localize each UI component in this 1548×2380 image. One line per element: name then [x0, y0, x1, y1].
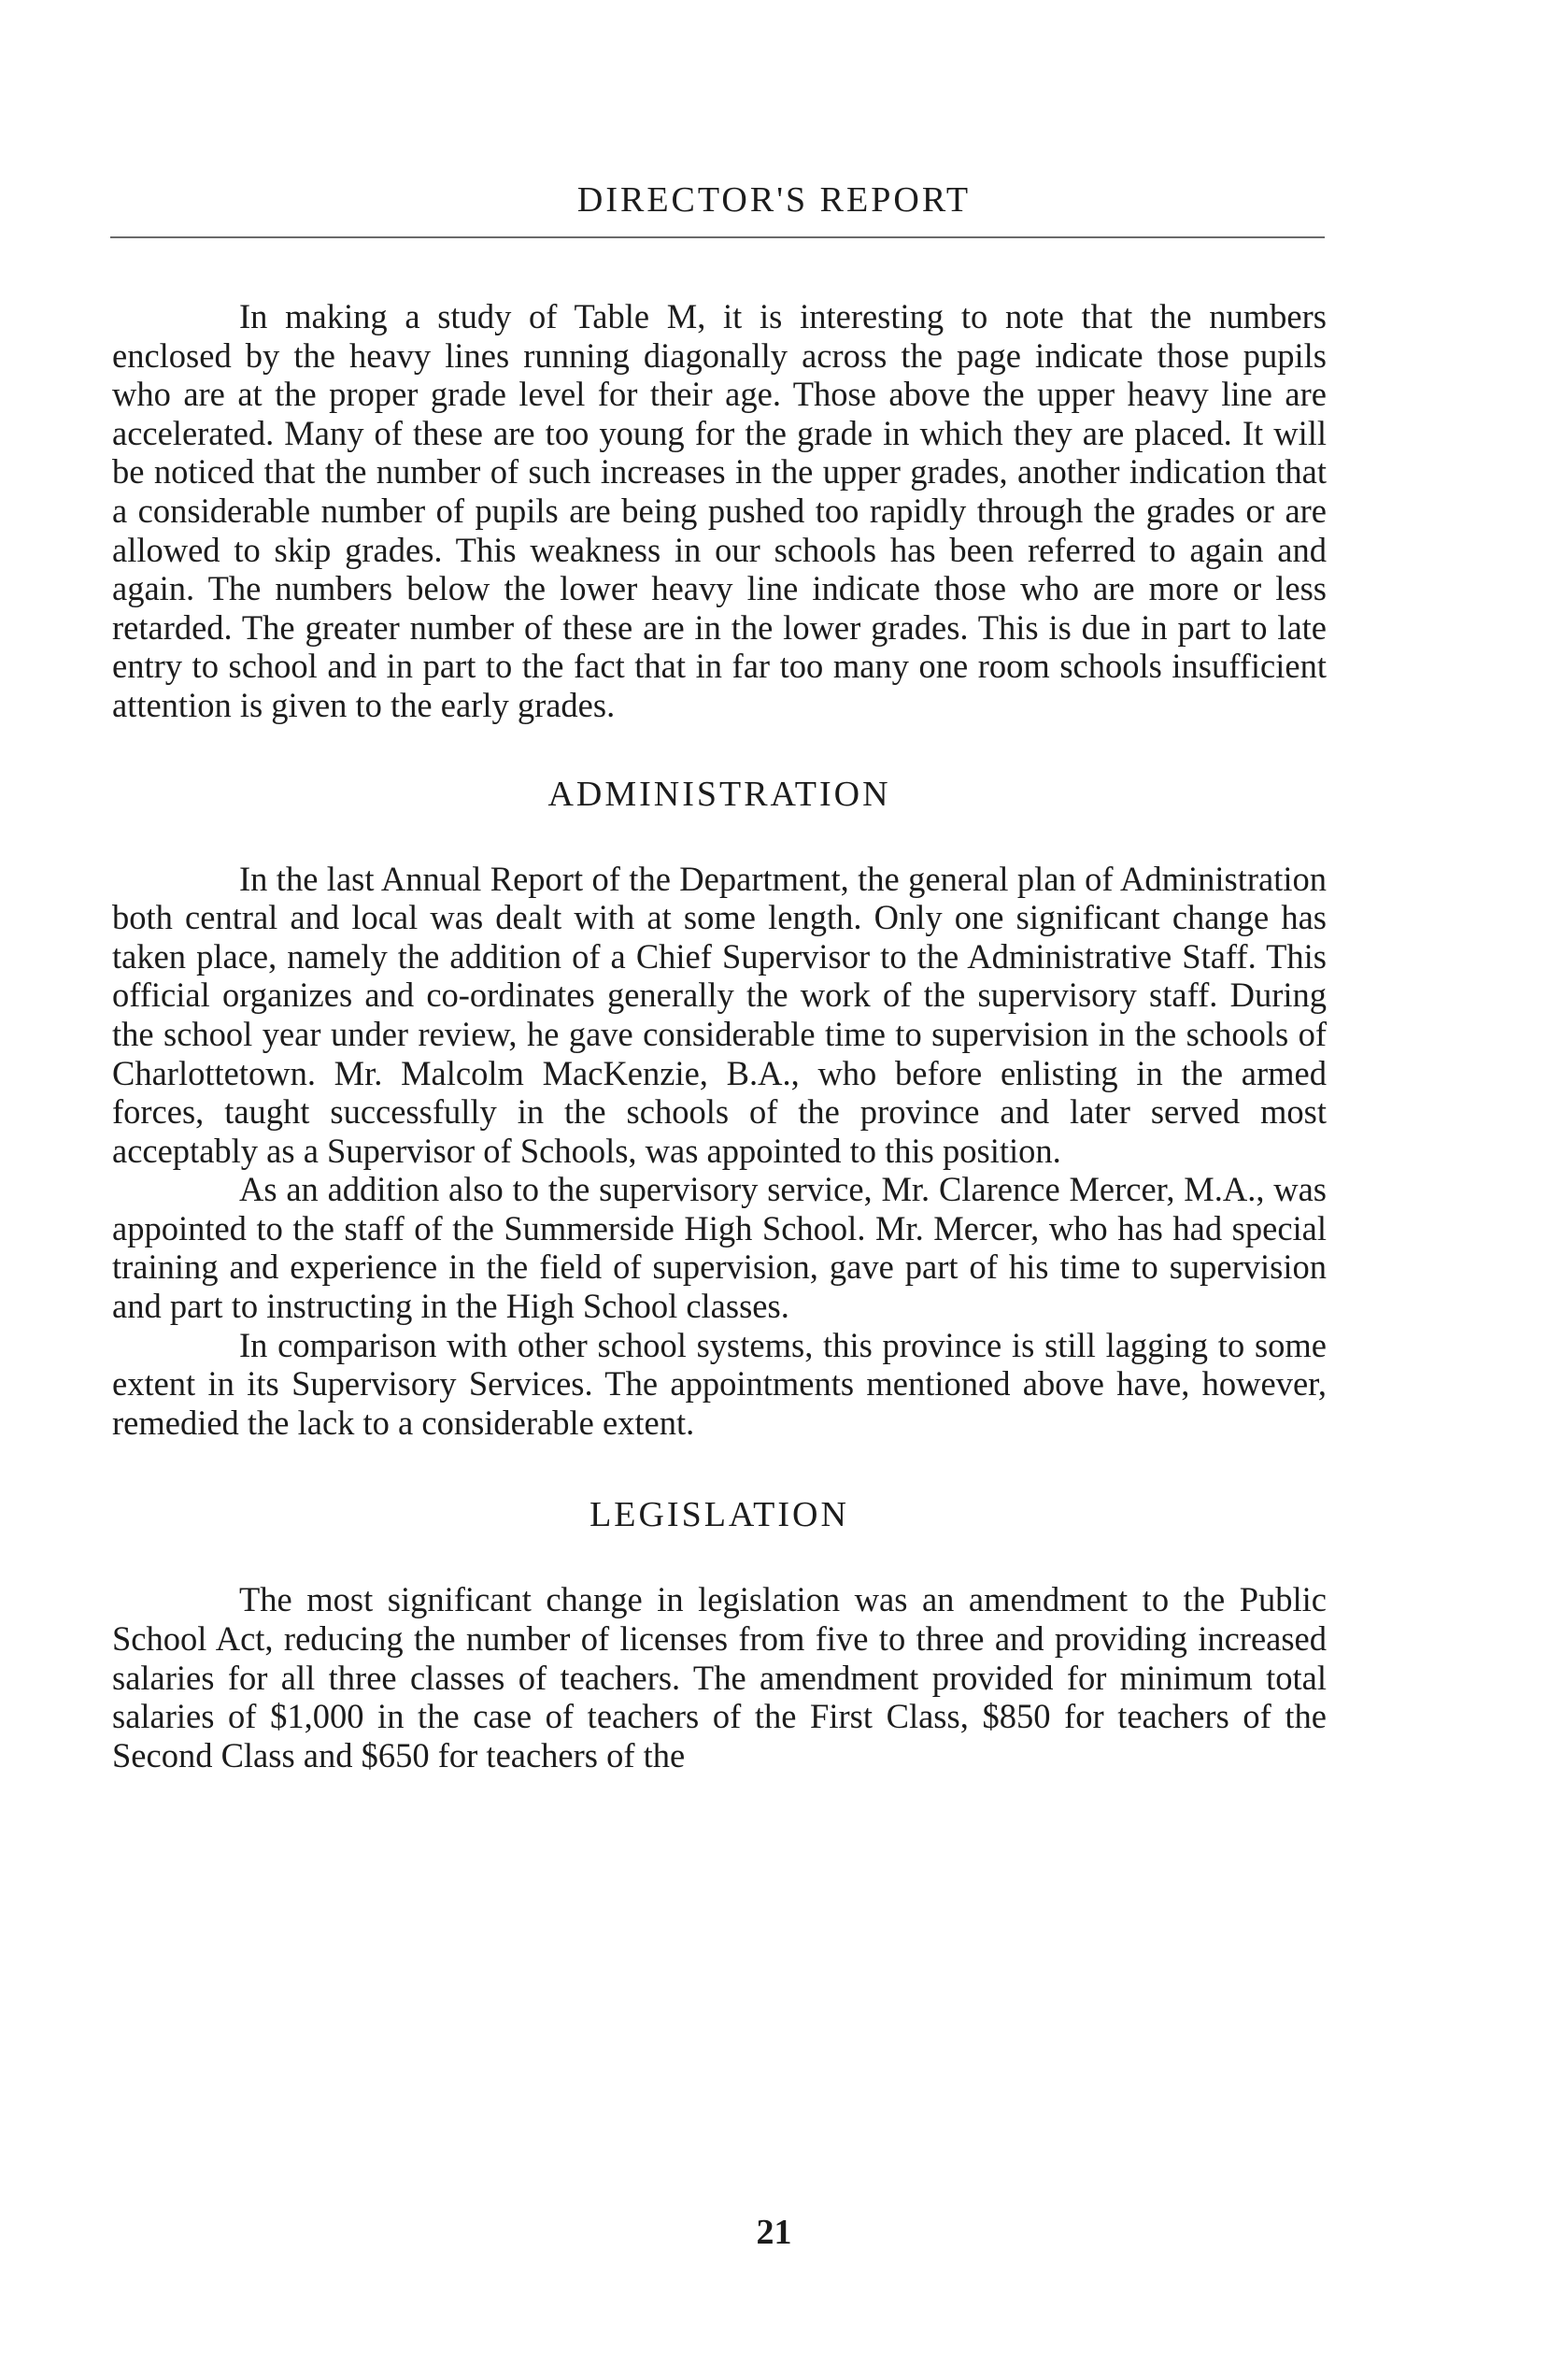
header-rule [110, 236, 1325, 238]
page-body [112, 297, 1327, 1774]
section-heading-administration: ADMINISTRATION [547, 774, 891, 814]
paragraph-administration-3: In comparison with other school systems, this province is still lagging to some extent in its Supervisory Services. The appointments mentioned above have, however, remedied the lack to a considerable extent. [112, 1325, 1327, 1442]
paragraph-administration-1: In the last Annual Report of the Department, the general plan of Administration both central and local was dealt with at some length. Only one significant change has taken place, namely the addition of a Chief Supervisor to the Administrative Staff. This official organizes and co-ordinates generally the work of the supervisory staff. During the school year under review, he gave considerable time to supervision in the schools of Charlottetown. Mr. Malcolm MacKenzie, B.A., who before enlisting in the armed forces, taught successfully in the schools of the province and later served most acceptably as a Supervisor of Schools, was appointed to this position. [112, 859, 1327, 1170]
page-number: 21 [756, 2213, 792, 2252]
paragraph-legislation-1: The most significant change in legislation was an amendment to the Public School Act, reducing the number of licenses from five to three and providing increased salaries for all three classes of teachers. The amendment provided for minimum total salaries of $1,000 in the case of teachers of the First Class, $850 for teachers of the Second Class and $650 for teachers of the [112, 1580, 1327, 1774]
paragraph-table-m: In making a study of Table M, it is interesting to note that the numbers enclosed by the heavy lines running diagonally across the page indicate those pupils who are at the proper grade level for their age. Those above the upper heavy line are accelerated. Many of these are too young for the grade in which they are placed. It will be noticed that the number of such increases in the upper grades, another indication that a considerable number of pupils are being pushed too rapidly through the grades or are allowed to skip grades. This weakness in our schools has been referred to again and again. The numbers below the lower heavy line indicate those who are more or less retarded. The greater number of these are in the lower grades. This is due in part to late entry to school and in part to the fact that in far too many one room schools insufficient attention is given to the early grades. [112, 297, 1327, 724]
section-heading-legislation: LEGISLATION [589, 1495, 849, 1535]
paragraph-administration-2: As an addition also to the supervisory service, Mr. Clarence Mercer, M.A., was appointed to the staff of the Summerside High School. Mr. Mercer, who has had special training and experience in the field of supervision, gave part of his time to supervision and part to instructing in the High School classes. [112, 1170, 1327, 1326]
running-head: DIRECTOR'S REPORT [576, 180, 972, 220]
